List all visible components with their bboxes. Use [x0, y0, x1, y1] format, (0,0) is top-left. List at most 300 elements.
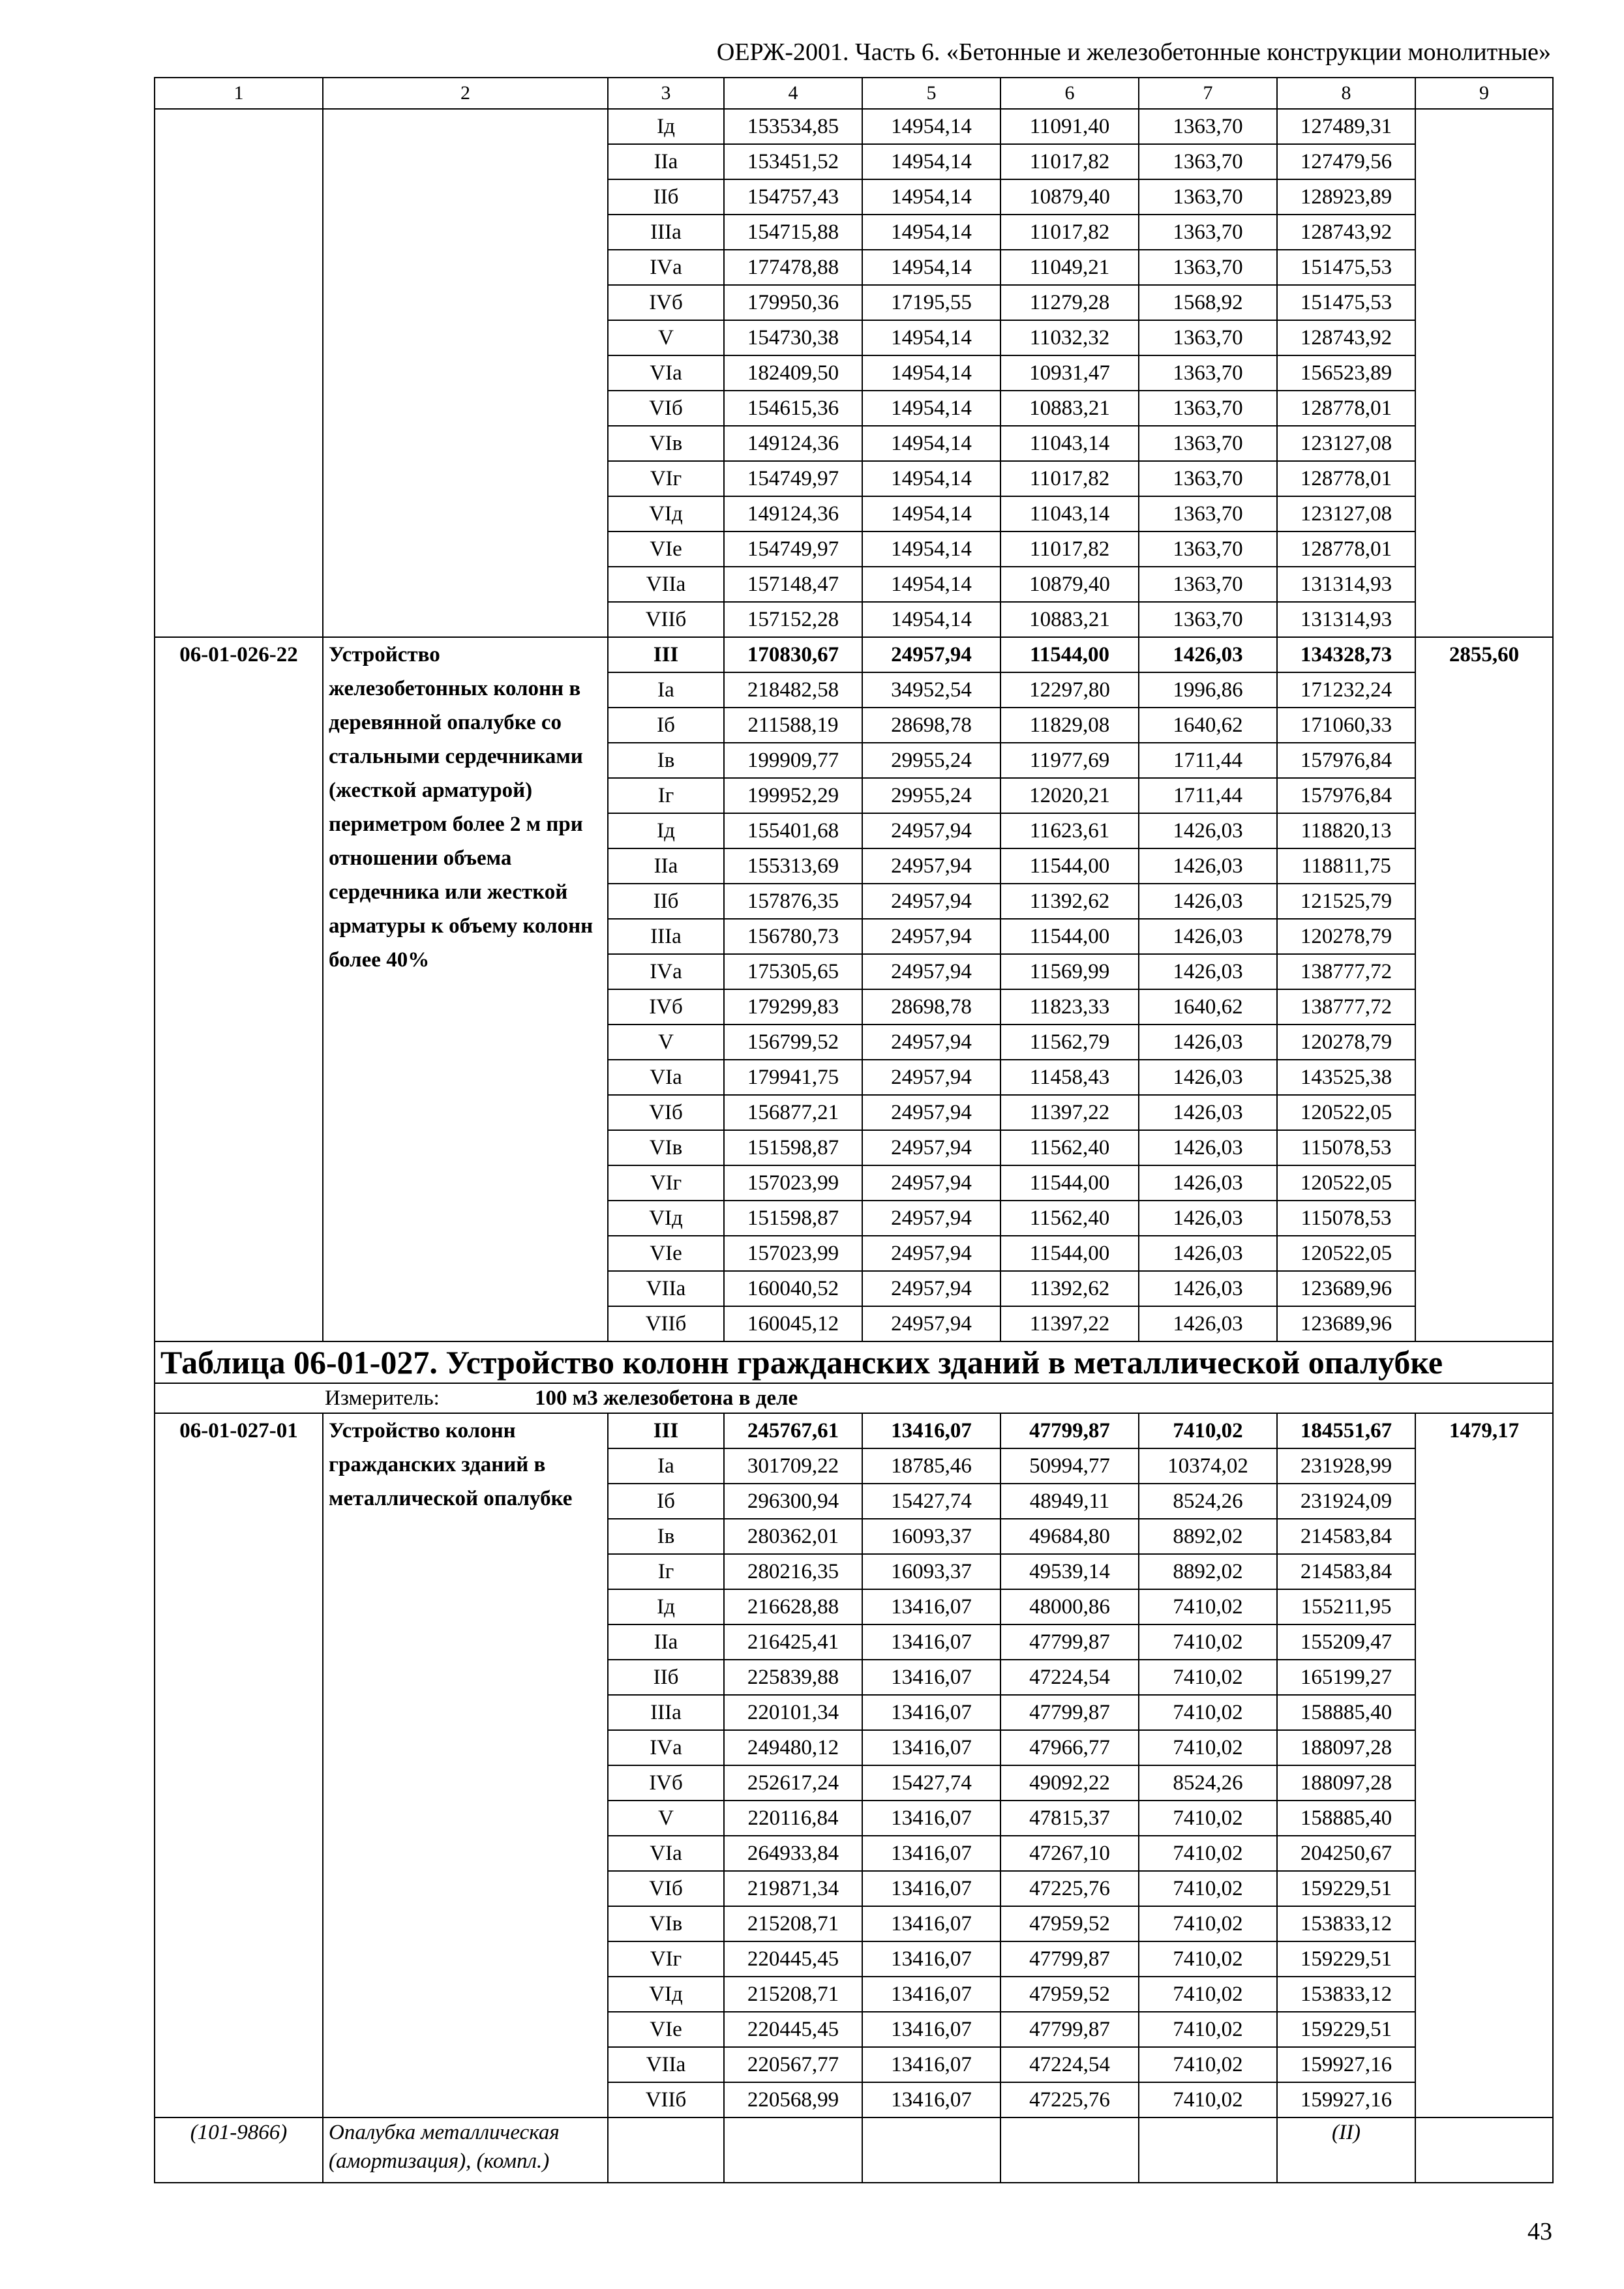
zone-cell: VIе	[608, 531, 724, 567]
price-cell: 47966,77	[1000, 1730, 1139, 1765]
price-cell: 143525,38	[1277, 1060, 1415, 1095]
zone-cell: VIг	[608, 461, 724, 496]
price-cell: 24957,94	[862, 919, 1000, 954]
price-cell: 123689,96	[1277, 1306, 1415, 1341]
price-cell: 16093,37	[862, 1554, 1000, 1589]
price-cell: 153833,12	[1277, 1906, 1415, 1941]
price-cell: 10879,40	[1000, 179, 1139, 215]
zone-cell: Iд	[608, 1589, 724, 1624]
price-cell: 8892,02	[1139, 1554, 1277, 1589]
price-cell: 199909,77	[724, 743, 862, 778]
price-cell: 158885,40	[1277, 1695, 1415, 1730]
price-cell: 14954,14	[862, 496, 1000, 531]
price-cell: 175305,65	[724, 954, 862, 989]
price-cell: 11623,61	[1000, 813, 1139, 848]
price-cell: 11977,69	[1000, 743, 1139, 778]
price-cell: 7410,02	[1139, 2012, 1277, 2047]
table-row	[155, 1413, 1553, 1448]
price-cell: 158885,40	[1277, 1801, 1415, 1836]
price-cell: 11458,43	[1000, 1060, 1139, 1095]
price-cell: 1640,62	[1139, 989, 1277, 1025]
zone-cell: IVа	[608, 954, 724, 989]
price-cell: 118820,13	[1277, 813, 1415, 848]
table-row	[155, 637, 1553, 672]
price-cell: 1363,70	[1139, 109, 1277, 144]
price-cell: 128743,92	[1277, 215, 1415, 250]
price-cell: 128778,01	[1277, 461, 1415, 496]
item-description: Устройство колонн гражданских зданий в металлической опалубке	[323, 1413, 608, 2117]
price-cell: 7410,02	[1139, 1871, 1277, 1906]
zone-cell: V	[608, 1025, 724, 1060]
item-code	[155, 109, 323, 637]
price-cell: 149124,36	[724, 426, 862, 461]
zone-cell: IIIа	[608, 215, 724, 250]
price-cell: 1426,03	[1139, 1025, 1277, 1060]
price-cell: 7410,02	[1139, 2047, 1277, 2082]
price-cell: 155313,69	[724, 848, 862, 884]
zone-cell: III	[608, 1413, 724, 1448]
price-cell: 14954,14	[862, 144, 1000, 179]
price-cell: 160040,52	[724, 1271, 862, 1306]
price-cell: 7410,02	[1139, 1801, 1277, 1836]
price-cell: 47799,87	[1000, 2012, 1139, 2047]
item-description	[323, 109, 608, 637]
price-cell: 7410,02	[1139, 1836, 1277, 1871]
price-cell: 120522,05	[1277, 1236, 1415, 1271]
price-cell: 8524,26	[1139, 1484, 1277, 1519]
zone-cell: Iд	[608, 813, 724, 848]
price-cell: 11562,79	[1000, 1025, 1139, 1060]
price-cell: 154757,43	[724, 179, 862, 215]
price-cell: 1363,70	[1139, 496, 1277, 531]
price-cell: 153451,52	[724, 144, 862, 179]
price-cell: 215208,71	[724, 1906, 862, 1941]
price-cell: 121525,79	[1277, 884, 1415, 919]
zone-cell: Iа	[608, 1448, 724, 1484]
price-cell: 28698,78	[862, 989, 1000, 1025]
price-cell: 7410,02	[1139, 1660, 1277, 1695]
price-cell: 151475,53	[1277, 285, 1415, 320]
column-number: 7	[1139, 78, 1277, 109]
price-cell: 50994,77	[1000, 1448, 1139, 1484]
price-cell: 219871,34	[724, 1871, 862, 1906]
zone-cell: VIг	[608, 1165, 724, 1201]
price-cell: 1426,03	[1139, 637, 1277, 672]
zone-cell: VIIб	[608, 2082, 724, 2117]
price-cell: 1363,70	[1139, 602, 1277, 637]
price-cell: 7410,02	[1139, 1624, 1277, 1660]
zone-cell: IVб	[608, 1765, 724, 1801]
price-cell: 131314,93	[1277, 567, 1415, 602]
price-cell: 1711,44	[1139, 778, 1277, 813]
price-cell: 11017,82	[1000, 144, 1139, 179]
price-cell: 11279,28	[1000, 285, 1139, 320]
price-cell: 14954,14	[862, 215, 1000, 250]
price-cell: 154749,97	[724, 531, 862, 567]
running-header: ОЕРЖ-2001. Часть 6. «Бетонные и железобетонные конструкции монолитные»	[716, 38, 1551, 66]
price-cell: 156877,21	[724, 1095, 862, 1130]
zone-cell: IIIа	[608, 919, 724, 954]
price-cell: 118811,75	[1277, 848, 1415, 884]
price-cell: 13416,07	[862, 1906, 1000, 1941]
price-cell: 1426,03	[1139, 848, 1277, 884]
price-cell: 128778,01	[1277, 531, 1415, 567]
price-cell: 17195,55	[862, 285, 1000, 320]
price-cell: 14954,14	[862, 355, 1000, 391]
zone-cell: VIд	[608, 1201, 724, 1236]
price-cell: 13416,07	[862, 1624, 1000, 1660]
column-number-row	[155, 78, 1553, 109]
price-cell: 115078,53	[1277, 1201, 1415, 1236]
price-cell: 11823,33	[1000, 989, 1139, 1025]
price-cell: 11569,99	[1000, 954, 1139, 989]
column-number: 3	[608, 78, 724, 109]
price-cell: 157023,99	[724, 1165, 862, 1201]
zone-cell: Iб	[608, 1484, 724, 1519]
price-cell: 14954,14	[862, 602, 1000, 637]
price-cell: 231924,09	[1277, 1484, 1415, 1519]
price-cell: 14954,14	[862, 109, 1000, 144]
price-cell: 151598,87	[724, 1130, 862, 1165]
price-cell: 24957,94	[862, 1095, 1000, 1130]
price-cell: 47225,76	[1000, 2082, 1139, 2117]
price-cell: 11392,62	[1000, 884, 1139, 919]
price-cell: 24957,94	[862, 954, 1000, 989]
price-cell: 7410,02	[1139, 1977, 1277, 2012]
price-cell: 1363,70	[1139, 215, 1277, 250]
price-cell: 123127,08	[1277, 496, 1415, 531]
price-cell: 1363,70	[1139, 567, 1277, 602]
price-cell: 1426,03	[1139, 919, 1277, 954]
zone-cell: VIе	[608, 2012, 724, 2047]
zone-cell: Iг	[608, 778, 724, 813]
zone-cell: VIIб	[608, 602, 724, 637]
price-cell: 154715,88	[724, 215, 862, 250]
zone-cell: VIг	[608, 1941, 724, 1977]
price-cell: 1426,03	[1139, 1306, 1277, 1341]
price-cell: 159927,16	[1277, 2047, 1415, 2082]
price-cell: 154615,36	[724, 391, 862, 426]
empty-cell	[862, 2117, 1000, 2183]
price-cell: 157023,99	[724, 1236, 862, 1271]
price-cell: 10374,02	[1139, 1448, 1277, 1484]
page-number: 43	[1527, 2218, 1552, 2245]
price-cell: 1363,70	[1139, 179, 1277, 215]
zone-cell: IVа	[608, 1730, 724, 1765]
item-code: 06-01-027-01	[155, 1413, 323, 2117]
zone-cell: VIв	[608, 426, 724, 461]
price-cell: 151475,53	[1277, 250, 1415, 285]
zone-cell: IIа	[608, 848, 724, 884]
zone-cell: IVб	[608, 285, 724, 320]
price-cell: 157876,35	[724, 884, 862, 919]
price-cell: 249480,12	[724, 1730, 862, 1765]
zone-cell: VIб	[608, 1871, 724, 1906]
price-cell: 1363,70	[1139, 391, 1277, 426]
price-cell: 18785,46	[862, 1448, 1000, 1484]
price-cell: 156523,89	[1277, 355, 1415, 391]
price-cell: 280216,35	[724, 1554, 862, 1589]
col9-cell: 2855,60	[1415, 637, 1553, 1341]
price-cell: 14954,14	[862, 531, 1000, 567]
price-cell: 11544,00	[1000, 1236, 1139, 1271]
price-cell: 138777,72	[1277, 989, 1415, 1025]
price-cell: 1363,70	[1139, 531, 1277, 567]
price-cell: 11032,32	[1000, 320, 1139, 355]
price-cell: 11544,00	[1000, 848, 1139, 884]
price-cell: 47799,87	[1000, 1941, 1139, 1977]
price-cell: 49539,14	[1000, 1554, 1139, 1589]
price-cell: 11017,82	[1000, 215, 1139, 250]
price-cell: 10883,21	[1000, 391, 1139, 426]
price-cell: 120278,79	[1277, 1025, 1415, 1060]
price-cell: 1996,86	[1139, 672, 1277, 708]
measure-label: Измеритель:	[325, 1386, 440, 1410]
price-cell: 47799,87	[1000, 1624, 1139, 1660]
price-cell: 280362,01	[724, 1519, 862, 1554]
price-cell: 231928,99	[1277, 1448, 1415, 1484]
price-cell: 123127,08	[1277, 426, 1415, 461]
note-description: Опалубка металлическая (амортизация), (компл.)	[323, 2117, 608, 2183]
price-cell: 24957,94	[862, 813, 1000, 848]
price-cell: 11562,40	[1000, 1130, 1139, 1165]
price-cell: 128743,92	[1277, 320, 1415, 355]
zone-cell: Iб	[608, 708, 724, 743]
zone-cell: VIIа	[608, 567, 724, 602]
price-cell: 216425,41	[724, 1624, 862, 1660]
price-cell: 11043,14	[1000, 426, 1139, 461]
price-cell: 204250,67	[1277, 1836, 1415, 1871]
price-cell: 149124,36	[724, 496, 862, 531]
price-cell: 220116,84	[724, 1801, 862, 1836]
price-cell: 1363,70	[1139, 144, 1277, 179]
price-cell: 14954,14	[862, 179, 1000, 215]
price-cell: 1426,03	[1139, 1236, 1277, 1271]
price-cell: 14954,14	[862, 461, 1000, 496]
zone-cell: IIб	[608, 884, 724, 919]
zone-cell: Iв	[608, 743, 724, 778]
price-cell: 13416,07	[862, 1413, 1000, 1448]
price-cell: 48949,11	[1000, 1484, 1139, 1519]
price-cell: 188097,28	[1277, 1765, 1415, 1801]
price-cell: 14954,14	[862, 426, 1000, 461]
price-cell: 156780,73	[724, 919, 862, 954]
price-cell: 155401,68	[724, 813, 862, 848]
price-cell: 123689,96	[1277, 1271, 1415, 1306]
zone-cell: Iа	[608, 672, 724, 708]
price-cell: 159229,51	[1277, 2012, 1415, 2047]
price-cell: 47799,87	[1000, 1413, 1139, 1448]
empty-cell	[608, 2117, 724, 2183]
price-cell: 8524,26	[1139, 1765, 1277, 1801]
column-number: 1	[155, 78, 323, 109]
price-cell: 24957,94	[862, 848, 1000, 884]
empty-cell	[1000, 2117, 1139, 2183]
price-cell: 160045,12	[724, 1306, 862, 1341]
price-cell: 245767,61	[724, 1413, 862, 1448]
note-code: (101-9866)	[155, 2117, 323, 2183]
price-cell: 14954,14	[862, 567, 1000, 602]
zone-cell: Iг	[608, 1554, 724, 1589]
price-cell: 1711,44	[1139, 743, 1277, 778]
price-cell: 16093,37	[862, 1519, 1000, 1554]
price-cell: 1640,62	[1139, 708, 1277, 743]
price-cell: 15427,74	[862, 1765, 1000, 1801]
zone-cell: IVа	[608, 250, 724, 285]
price-cell: 13416,07	[862, 2012, 1000, 2047]
measure-line	[155, 1383, 1553, 1413]
price-cell: 47959,52	[1000, 1906, 1139, 1941]
price-cell: 7410,02	[1139, 1730, 1277, 1765]
price-cell: 127489,31	[1277, 109, 1415, 144]
price-cell: 1426,03	[1139, 1165, 1277, 1201]
price-cell: 220445,45	[724, 2012, 862, 2047]
price-cell: 157976,84	[1277, 743, 1415, 778]
price-cell: 165199,27	[1277, 1660, 1415, 1695]
zone-cell: IVб	[608, 989, 724, 1025]
zone-cell: V	[608, 1801, 724, 1836]
price-cell: 7410,02	[1139, 2082, 1277, 2117]
price-table	[154, 77, 1554, 2183]
zone-cell: VIIа	[608, 2047, 724, 2082]
zone-cell: VIIб	[608, 1306, 724, 1341]
price-cell: 24957,94	[862, 1306, 1000, 1341]
price-cell: 153833,12	[1277, 1977, 1415, 2012]
price-cell: 7410,02	[1139, 1589, 1277, 1624]
price-cell: 28698,78	[862, 708, 1000, 743]
empty-cell	[1139, 2117, 1277, 2183]
price-cell: 1568,92	[1139, 285, 1277, 320]
price-cell: 1363,70	[1139, 320, 1277, 355]
price-cell: 131314,93	[1277, 602, 1415, 637]
price-cell: 1426,03	[1139, 1201, 1277, 1236]
price-cell: 127479,56	[1277, 144, 1415, 179]
price-cell: 11544,00	[1000, 637, 1139, 672]
price-cell: 120522,05	[1277, 1095, 1415, 1130]
price-cell: 11049,21	[1000, 250, 1139, 285]
price-cell: 153534,85	[724, 109, 862, 144]
price-cell: 10879,40	[1000, 567, 1139, 602]
price-cell: 211588,19	[724, 708, 862, 743]
item-description: Устройство железобетонных колонн в деревянной опалубке со стальными сердечниками (жесткой арматурой) периметром более 2 м при отношении объема сердечника или жесткой арматуры к объему колонн более 40%	[323, 637, 608, 1341]
price-cell: 11017,82	[1000, 461, 1139, 496]
zone-cell: III	[608, 637, 724, 672]
price-cell: 157976,84	[1277, 778, 1415, 813]
price-cell: 188097,28	[1277, 1730, 1415, 1765]
price-cell: 14954,14	[862, 391, 1000, 426]
price-cell: 179941,75	[724, 1060, 862, 1095]
column-number: 5	[862, 78, 1000, 109]
col9-cell: 1479,17	[1415, 1413, 1553, 2117]
price-cell: 24957,94	[862, 1236, 1000, 1271]
price-cell: 296300,94	[724, 1484, 862, 1519]
column-number: 2	[323, 78, 608, 109]
price-cell: 154730,38	[724, 320, 862, 355]
zone-cell: VIIа	[608, 1271, 724, 1306]
col9-cell	[1415, 109, 1553, 637]
column-number: 4	[724, 78, 862, 109]
price-cell: 47267,10	[1000, 1836, 1139, 1871]
price-cell: 13416,07	[862, 1589, 1000, 1624]
price-cell: 159927,16	[1277, 2082, 1415, 2117]
price-cell: 1426,03	[1139, 1271, 1277, 1306]
price-cell: 10931,47	[1000, 355, 1139, 391]
zone-cell: VIд	[608, 1977, 724, 2012]
price-cell: 151598,87	[724, 1201, 862, 1236]
price-cell: 11397,22	[1000, 1095, 1139, 1130]
price-cell: 171060,33	[1277, 708, 1415, 743]
measure-value: 100 м3 железобетона в деле	[535, 1386, 798, 1410]
price-cell: 220568,99	[724, 2082, 862, 2117]
item-code: 06-01-026-22	[155, 637, 323, 1341]
price-cell: 12297,80	[1000, 672, 1139, 708]
price-cell: 12020,21	[1000, 778, 1139, 813]
price-cell: 7410,02	[1139, 1906, 1277, 1941]
price-cell: 47959,52	[1000, 1977, 1139, 2012]
price-cell: 157148,47	[724, 567, 862, 602]
zone-cell: VIа	[608, 1060, 724, 1095]
price-cell: 14954,14	[862, 250, 1000, 285]
price-cell: 11544,00	[1000, 1165, 1139, 1201]
price-cell: 184551,67	[1277, 1413, 1415, 1448]
price-cell: 13416,07	[862, 1660, 1000, 1695]
price-cell: 1426,03	[1139, 884, 1277, 919]
price-cell: 220567,77	[724, 2047, 862, 2082]
price-cell: 14954,14	[862, 320, 1000, 355]
column-number: 9	[1415, 78, 1553, 109]
price-cell: 7410,02	[1139, 1413, 1277, 1448]
zone-cell: IIа	[608, 1624, 724, 1660]
price-cell: 13416,07	[862, 2047, 1000, 2082]
zone-cell: VIд	[608, 496, 724, 531]
price-cell: 13416,07	[862, 1801, 1000, 1836]
price-cell: 157152,28	[724, 602, 862, 637]
price-cell: 24957,94	[862, 1271, 1000, 1306]
zone-cell: IIIа	[608, 1695, 724, 1730]
price-cell: 7410,02	[1139, 1695, 1277, 1730]
price-cell: 1363,70	[1139, 250, 1277, 285]
zone-cell: VIа	[608, 1836, 724, 1871]
price-cell: 11017,82	[1000, 531, 1139, 567]
zone-cell: VIа	[608, 355, 724, 391]
price-cell: 29955,24	[862, 778, 1000, 813]
price-cell: 220101,34	[724, 1695, 862, 1730]
price-cell: 13416,07	[862, 1695, 1000, 1730]
price-cell: 154749,97	[724, 461, 862, 496]
price-cell: 214583,84	[1277, 1519, 1415, 1554]
zone-cell: VIв	[608, 1906, 724, 1941]
price-cell: 1363,70	[1139, 426, 1277, 461]
price-cell: 24957,94	[862, 1060, 1000, 1095]
price-cell: 11397,22	[1000, 1306, 1139, 1341]
price-cell: 159229,51	[1277, 1871, 1415, 1906]
price-cell: 179950,36	[724, 285, 862, 320]
price-cell: 252617,24	[724, 1765, 862, 1801]
zone-cell: IIб	[608, 179, 724, 215]
price-cell: 264933,84	[724, 1836, 862, 1871]
price-cell: 214583,84	[1277, 1554, 1415, 1589]
price-cell: 1363,70	[1139, 461, 1277, 496]
column-number: 6	[1000, 78, 1139, 109]
price-cell: 47225,76	[1000, 1871, 1139, 1906]
price-cell: 179299,83	[724, 989, 862, 1025]
empty-cell	[724, 2117, 862, 2183]
price-cell: 1426,03	[1139, 1130, 1277, 1165]
empty-cell	[1415, 2117, 1553, 2183]
price-cell: 216628,88	[724, 1589, 862, 1624]
price-cell: 24957,94	[862, 637, 1000, 672]
price-cell: 49092,22	[1000, 1765, 1139, 1801]
